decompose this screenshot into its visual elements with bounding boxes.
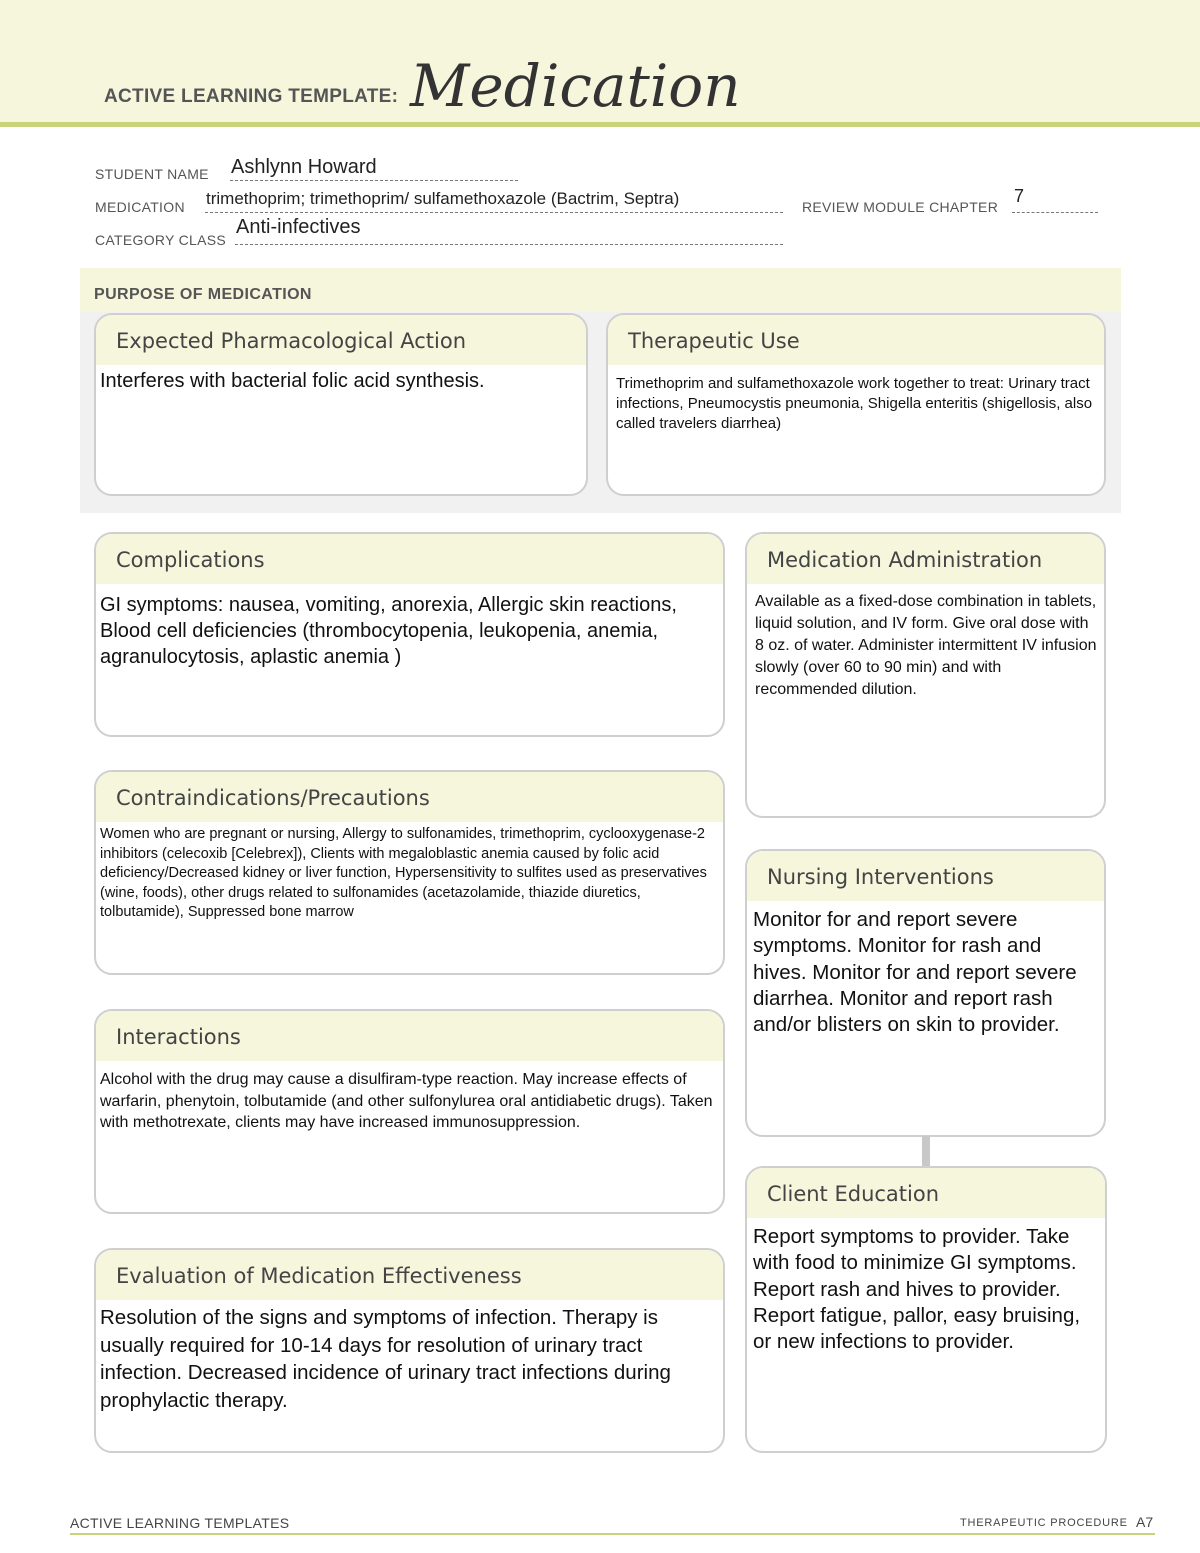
page-number: A7 [1136, 1514, 1154, 1530]
card-body[interactable]: Alcohol with the drug may cause a disulfiram-type reaction. May increase effects of warfarin, phenytoin, tolbutamide (and other sulfonylurea oral antidiabetic drugs). Taken with methotrexate, clients may have increased immunosuppression. [100, 1071, 713, 1131]
card-title: Complications [116, 548, 265, 572]
card-title: Medication Administration [767, 548, 1043, 572]
card-title: Evaluation of Medication Effectiveness [116, 1264, 522, 1288]
student-name-value[interactable]: Ashlynn Howard [231, 156, 377, 178]
card-title: Nursing Interventions [767, 865, 994, 889]
footer-right-text: THERAPEUTIC PROCEDURE [960, 1517, 1128, 1529]
card-body[interactable]: Women who are pregnant or nursing, Allergy to sulfonamides, trimethoprim, cyclooxygenase-2 inhibitors (celecoxib [Celebrex]), Clients with megaloblastic anemia caused by folic acid deficiency/Decreased kidney or liver function, Hypersensitivity to sulfites used as preservatives (wine, foods), other drugs related to sulfonamides (acetazolamide, thiazide diuretics, tolbutamide), Suppressed bone marrow [100, 826, 707, 921]
expected-action-card [94, 313, 588, 496]
purpose-label: PURPOSE OF MEDICATION [94, 286, 312, 303]
student-name-line [230, 180, 518, 181]
footer-rule [70, 1533, 1155, 1535]
card-title: Expected Pharmacological Action [116, 329, 467, 353]
medication-label: MEDICATION [95, 199, 185, 215]
medication-line [205, 212, 783, 213]
card-body[interactable]: Trimethoprim and sulfamethoxazole work together to treat: Urinary tract infections, Pneumocystis pneumonia, Shigella enteritis (shigellosis, also called travelers diarrhea) [616, 375, 1093, 432]
contraindications-card [94, 770, 725, 975]
card-body[interactable]: Available as a fixed-dose combination in tablets, liquid solution, and IV form. Give oral dose with 8 oz. of water. Administer intermittent IV infusion slowly (over 60 to 90 min) and with recommended dilution. [755, 593, 1097, 698]
review-chapter-line [1012, 212, 1098, 213]
card-body[interactable]: Interferes with bacterial folic acid synthesis. [100, 370, 485, 392]
review-chapter-label: REVIEW MODULE CHAPTER [802, 199, 999, 215]
interactions-card [94, 1009, 725, 1214]
footer-left-text: ACTIVE LEARNING TEMPLATES [70, 1515, 290, 1531]
card-title: Client Education [767, 1182, 940, 1206]
page-title: Medication [410, 52, 741, 120]
client-education-card [745, 1166, 1107, 1453]
card-title: Contraindications/Precautions [116, 786, 430, 810]
card-body[interactable]: GI symptoms: nausea, vomiting, anorexia, Allergic skin reactions, Blood cell deficiencies (thrombocytopenia, leukopenia, anemia, agranulocytosis, aplastic anemia ) [100, 594, 677, 668]
template-label: ACTIVE LEARNING TEMPLATE: [104, 86, 399, 107]
category-class-value[interactable]: Anti-infectives [236, 216, 361, 238]
category-class-label: CATEGORY CLASS [95, 232, 227, 248]
card-title: Interactions [116, 1025, 241, 1049]
medication-value[interactable]: trimethoprim; trimethoprim/ sulfamethoxazole (Bactrim, Septra) [206, 189, 680, 208]
card-body[interactable]: Monitor for and report severe symptoms. Monitor for rash and hives. Monitor for and report severe diarrhea. Monitor and report rash and/or blisters on skin to provider. [753, 908, 1077, 1037]
card-title: Therapeutic Use [628, 329, 800, 353]
review-chapter-value[interactable]: 7 [1014, 186, 1025, 206]
therapeutic-use-card [606, 313, 1106, 496]
nursing-interventions-card [745, 849, 1106, 1137]
card-body[interactable]: Report symptoms to provider. Take with food to minimize GI symptoms. Report rash and hives to provider. Report fatigue, pallor, easy bruising, or new infections to provider. [753, 1225, 1081, 1354]
header-rule [0, 122, 1200, 127]
complications-card [94, 532, 725, 737]
card-body[interactable]: Resolution of the signs and symptoms of infection. Therapy is usually required for 10-14 days for resolution of urinary tract infection. Decreased incidence of urinary tract infections during prophylactic therapy. [100, 1306, 671, 1412]
student-name-label: STUDENT NAME [95, 166, 209, 182]
evaluation-card [94, 1248, 725, 1453]
category-class-line [235, 244, 783, 245]
card-connector [922, 1136, 930, 1166]
administration-card [745, 532, 1106, 818]
